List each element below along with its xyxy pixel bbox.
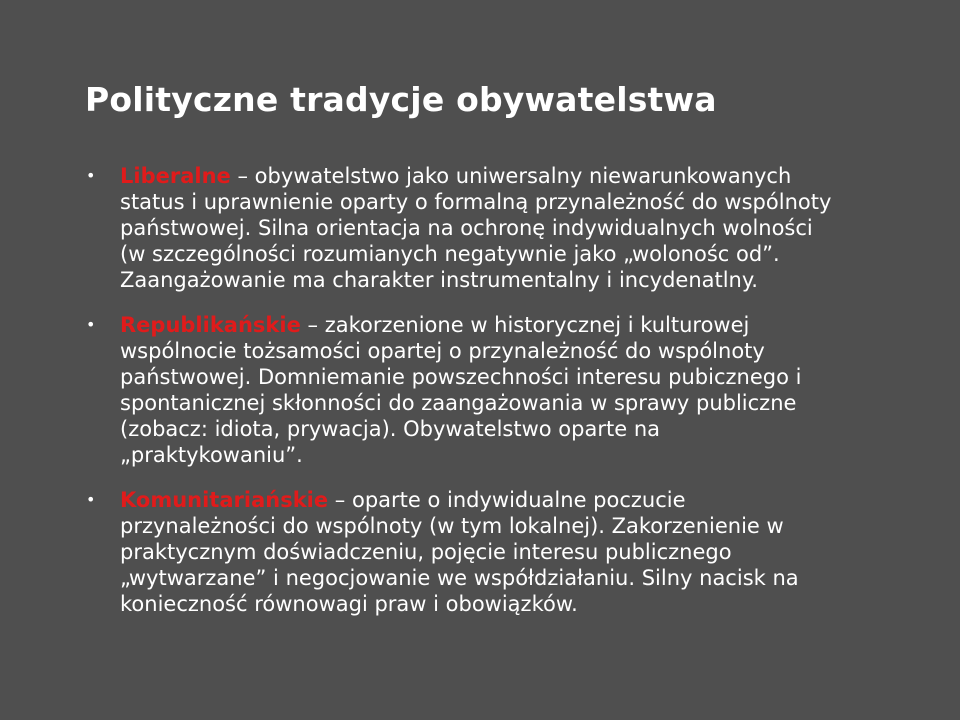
bullet-dot-icon: • [86, 166, 96, 185]
bullet-communitarian [82, 487, 842, 617]
bullet-republican [82, 312, 842, 468]
bullet-liberal [82, 163, 842, 293]
term-dash: – [328, 488, 352, 512]
bullet-text: obywatelstwo jako uniwersalny niewarunkowanych status i uprawnienie oparty o formalną przynależność do wspólnoty państwowej. Silna orientacja na ochronę indywidualnych wolności (w szczególności rozumianych negatywnie jako „wolonośc od”. Zaangażowanie ma charakter instrumentalny i incydenatlny. [120, 164, 832, 292]
term-republican: Republikańskie [120, 313, 301, 337]
bullet-list [82, 163, 842, 636]
term-dash: – [300, 313, 325, 337]
slide-title: Polityczne tradycje obywatelstwa [85, 80, 717, 119]
bullet-text: oparte o indywidualne poczucie przynależności do wspólnoty (w tym lokalnej). Zakorzenienie w praktycznym doświadczeniu, pojęcie interesu publicznego „wytwarzane” i negocjowanie we współdziałaniu. Silny nacisk na konieczność równowagi praw i obowiązków. [120, 488, 799, 616]
term-dash: – [230, 164, 255, 188]
bullet-dot-icon: • [86, 315, 96, 334]
bullet-text: zakorzenione w historycznej i kulturowej wspólnocie tożsamości opartej o przynależność do wspólnoty państwowej. Domniemanie powszechności interesu pubicznego i spontanicznej skłonności do zaangażowania w sprawy publiczne (zobacz: idiota, prywacja). Obywatelstwo oparte na „praktykowaniu”. [120, 313, 802, 467]
bullet-dot-icon: • [86, 490, 96, 509]
term-communitarian: Komunitariańskie [120, 488, 329, 512]
term-liberal: Liberalne [120, 164, 231, 188]
